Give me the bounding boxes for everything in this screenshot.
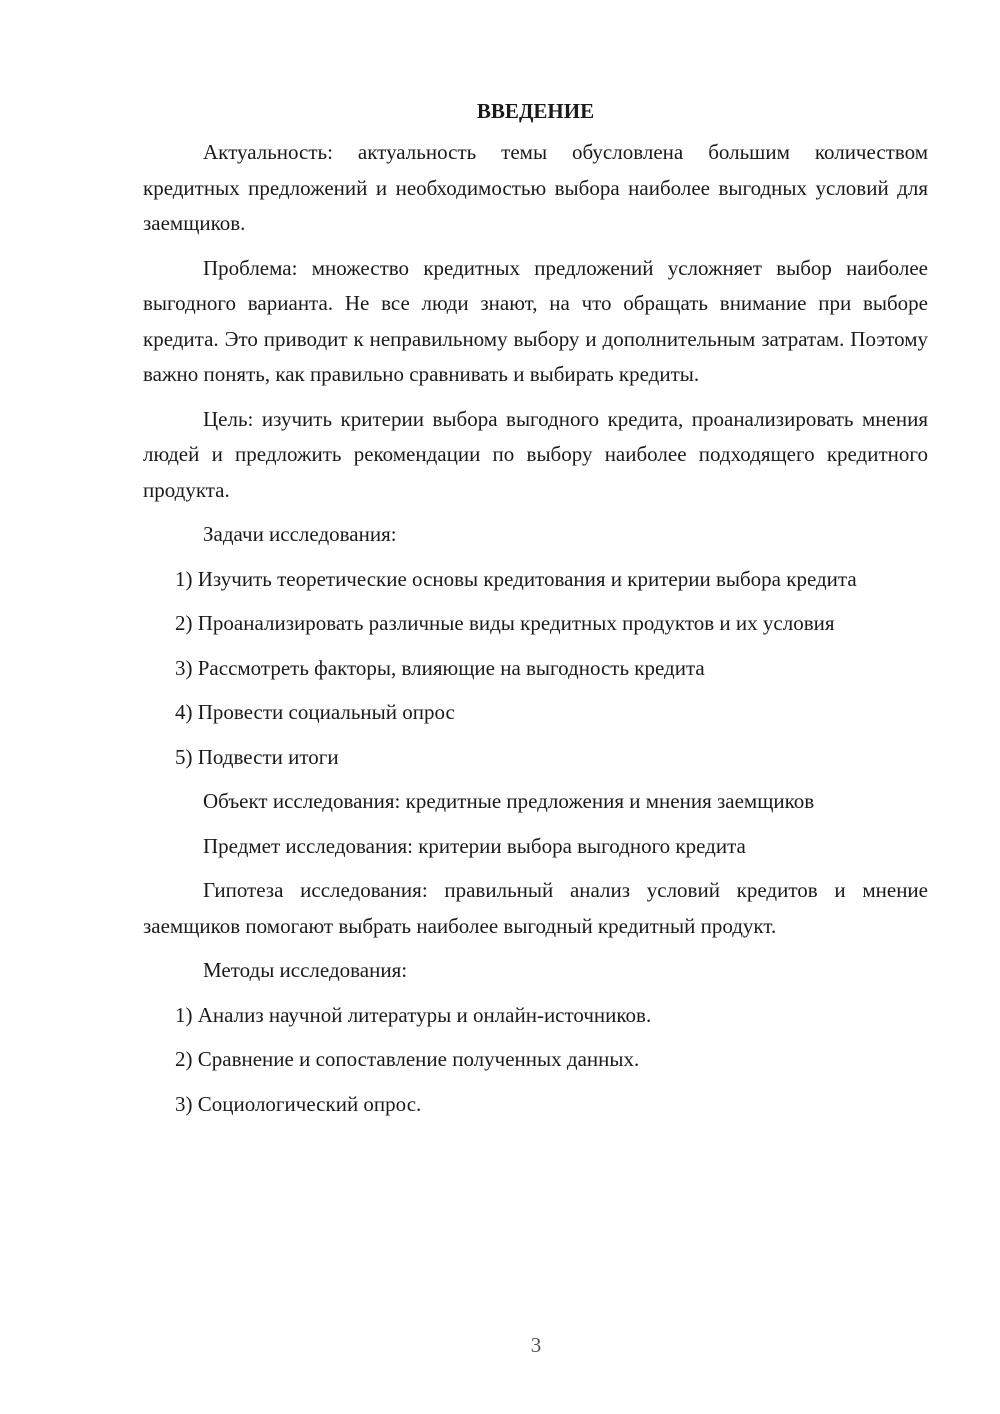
task-item: 5) Подвести итоги	[175, 744, 339, 769]
page-number: 3	[530, 1333, 542, 1357]
document-page	[143, 96, 928, 1131]
relevance-paragraph: Актуальность: актуальность темы обусловлена большим количеством кредитных предложений и необходимостью выбора наиболее выгодных условий для заемщиков.	[143, 140, 928, 235]
task-item: 3) Рассмотреть факторы, влияющие на выгодность кредита	[175, 655, 705, 680]
method-item: 3) Социологический опрос.	[175, 1091, 422, 1116]
hypothesis-paragraph: Гипотеза исследования: правильный анализ условий кредитов и мнение заемщиков помогают выбрать наиболее выгодный кредитный продукт.	[143, 878, 928, 938]
section-title: ВВЕДЕНИЕ	[476, 99, 595, 123]
task-item: 2) Проанализировать различные виды кредитных продуктов и их условия	[175, 611, 835, 635]
method-item: 2) Сравнение и сопоставление полученных данных.	[175, 1047, 640, 1071]
subject-paragraph: Предмет исследования: критерии выбора выгодного кредита	[203, 833, 746, 858]
task-item: 4) Провести социальный опрос	[175, 700, 455, 724]
object-paragraph: Объект исследования: кредитные предложения и мнения заемщиков	[203, 789, 815, 813]
methods-heading: Методы исследования:	[203, 958, 408, 982]
method-item: 1) Анализ научной литературы и онлайн-источников.	[175, 1002, 652, 1027]
problem-paragraph: Проблема: множество кредитных предложений усложняет выбор наиболее выгодного варианта. Не все люди знают, на что обращать внимание при выборе кредита. Это приводит к неправильному выбору и дополнительным затратам. Поэтому важно понять, как правильно сравнивать и выбирать кредиты.	[143, 255, 928, 386]
task-item: 1) Изучить теоретические основы кредитования и критерии выбора кредита	[175, 566, 857, 591]
goal-paragraph: Цель: изучить критерии выбора выгодного кредита, проанализировать мнения людей и предложить рекомендации по выбору наиболее подходящего кредитного продукта.	[143, 406, 928, 502]
tasks-heading: Задачи исследования:	[203, 522, 397, 546]
